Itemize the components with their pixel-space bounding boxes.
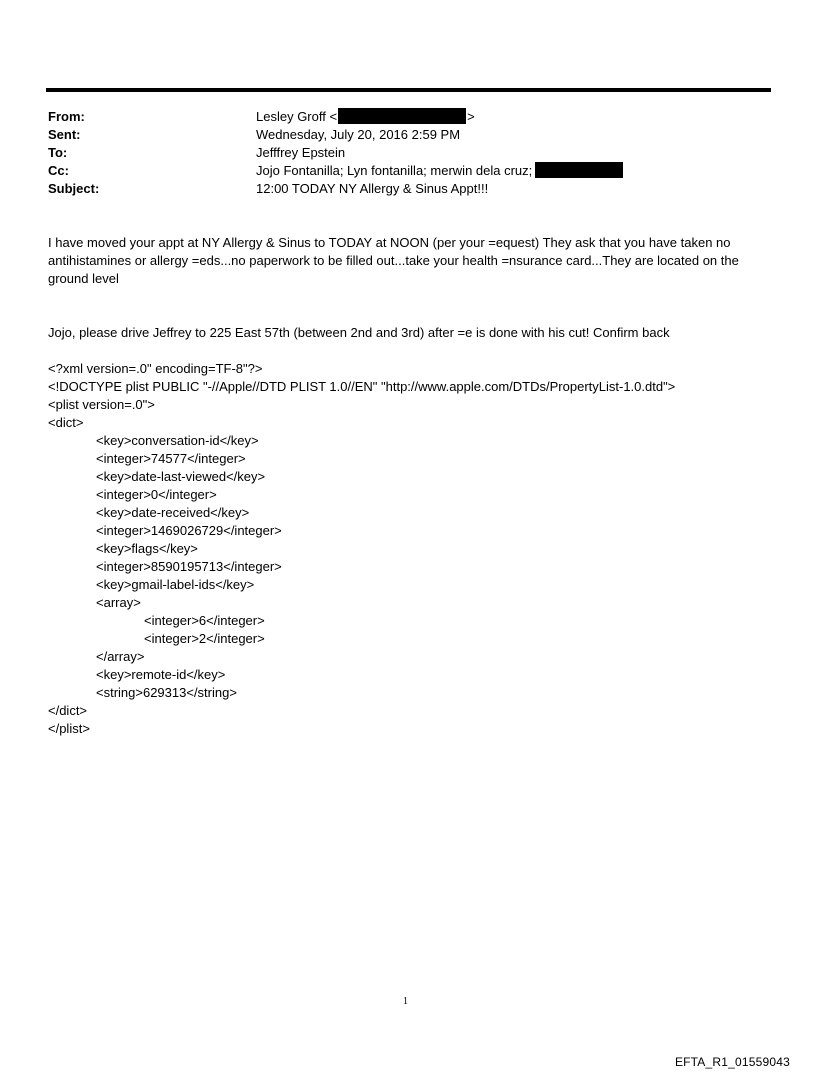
plist-line: <integer>1469026729</integer> xyxy=(96,523,282,538)
cc-label: Cc: xyxy=(48,163,69,178)
body-paragraph: I have moved your appt at NY Allergy & Sinus to TODAY at NOON (per your =equest) They ask that you have taken no antihistamines or allergy =eds...no paperwork to be filled out...take your health =nsurance card...They are located on the ground level xyxy=(48,235,739,286)
plist-line: <array> xyxy=(96,595,141,610)
plist-line: <integer>2</integer> xyxy=(144,631,265,646)
header-divider xyxy=(46,88,771,92)
plist-line: <integer>8590195713</integer> xyxy=(96,559,282,574)
plist-line: <key>conversation-id</key> xyxy=(96,433,259,448)
email-body xyxy=(48,234,773,738)
plist-line: <integer>0</integer> xyxy=(96,487,217,502)
plist-line: <?xml version=.0" encoding=TF-8"?> xyxy=(48,361,263,376)
plist-line: <!DOCTYPE plist PUBLIC "-//Apple//DTD PLIST 1.0//EN" "http://www.apple.com/DTDs/PropertyList-1.0.dtd"> xyxy=(48,379,676,394)
plist-line: <key>flags</key> xyxy=(96,541,198,556)
from-sender-name: Lesley Groff < xyxy=(256,109,338,124)
document-id: EFTA_R1_01559043 xyxy=(674,1055,790,1069)
plist-block xyxy=(48,360,773,738)
plist-line: <key>date-last-viewed</key> xyxy=(96,469,266,484)
plist-line: <integer>6</integer> xyxy=(144,613,265,628)
sent-label: Sent: xyxy=(48,127,81,142)
body-paragraph: Jojo, please drive Jeffrey to 225 East 57th (between 2nd and 3rd) after =e is done with his cut! Confirm back xyxy=(48,325,670,340)
to-value: Jefffrey Epstein xyxy=(256,145,346,160)
page-number: 1 xyxy=(403,996,408,1007)
plist-line: </dict> xyxy=(48,703,88,718)
redaction-box xyxy=(535,162,623,178)
plist-line: <key>date-received</key> xyxy=(96,505,250,520)
plist-line: <integer>74577</integer> xyxy=(96,451,246,466)
plist-line: <plist version=.0"> xyxy=(48,397,155,412)
plist-line: <dict> xyxy=(48,415,84,430)
from-bracket-close: > xyxy=(467,109,475,124)
plist-line: <key>remote-id</key> xyxy=(96,667,226,682)
from-value xyxy=(256,108,475,126)
cc-recipients: Jojo Fontanilla; Lyn fontanilla; merwin dela cruz; xyxy=(256,163,533,178)
cc-value xyxy=(256,162,623,180)
subject-label: Subject: xyxy=(48,181,100,196)
plist-line: </plist> xyxy=(48,721,90,736)
from-label: From: xyxy=(48,109,85,124)
plist-line: <string>629313</string> xyxy=(96,685,237,700)
to-label: To: xyxy=(48,145,68,160)
subject-value: 12:00 TODAY NY Allergy & Sinus Appt!!! xyxy=(256,181,489,196)
sent-value: Wednesday, July 20, 2016 2:59 PM xyxy=(256,127,461,142)
redaction-box xyxy=(338,108,466,124)
plist-line: </array> xyxy=(96,649,145,664)
plist-line: <key>gmail-label-ids</key> xyxy=(96,577,255,592)
